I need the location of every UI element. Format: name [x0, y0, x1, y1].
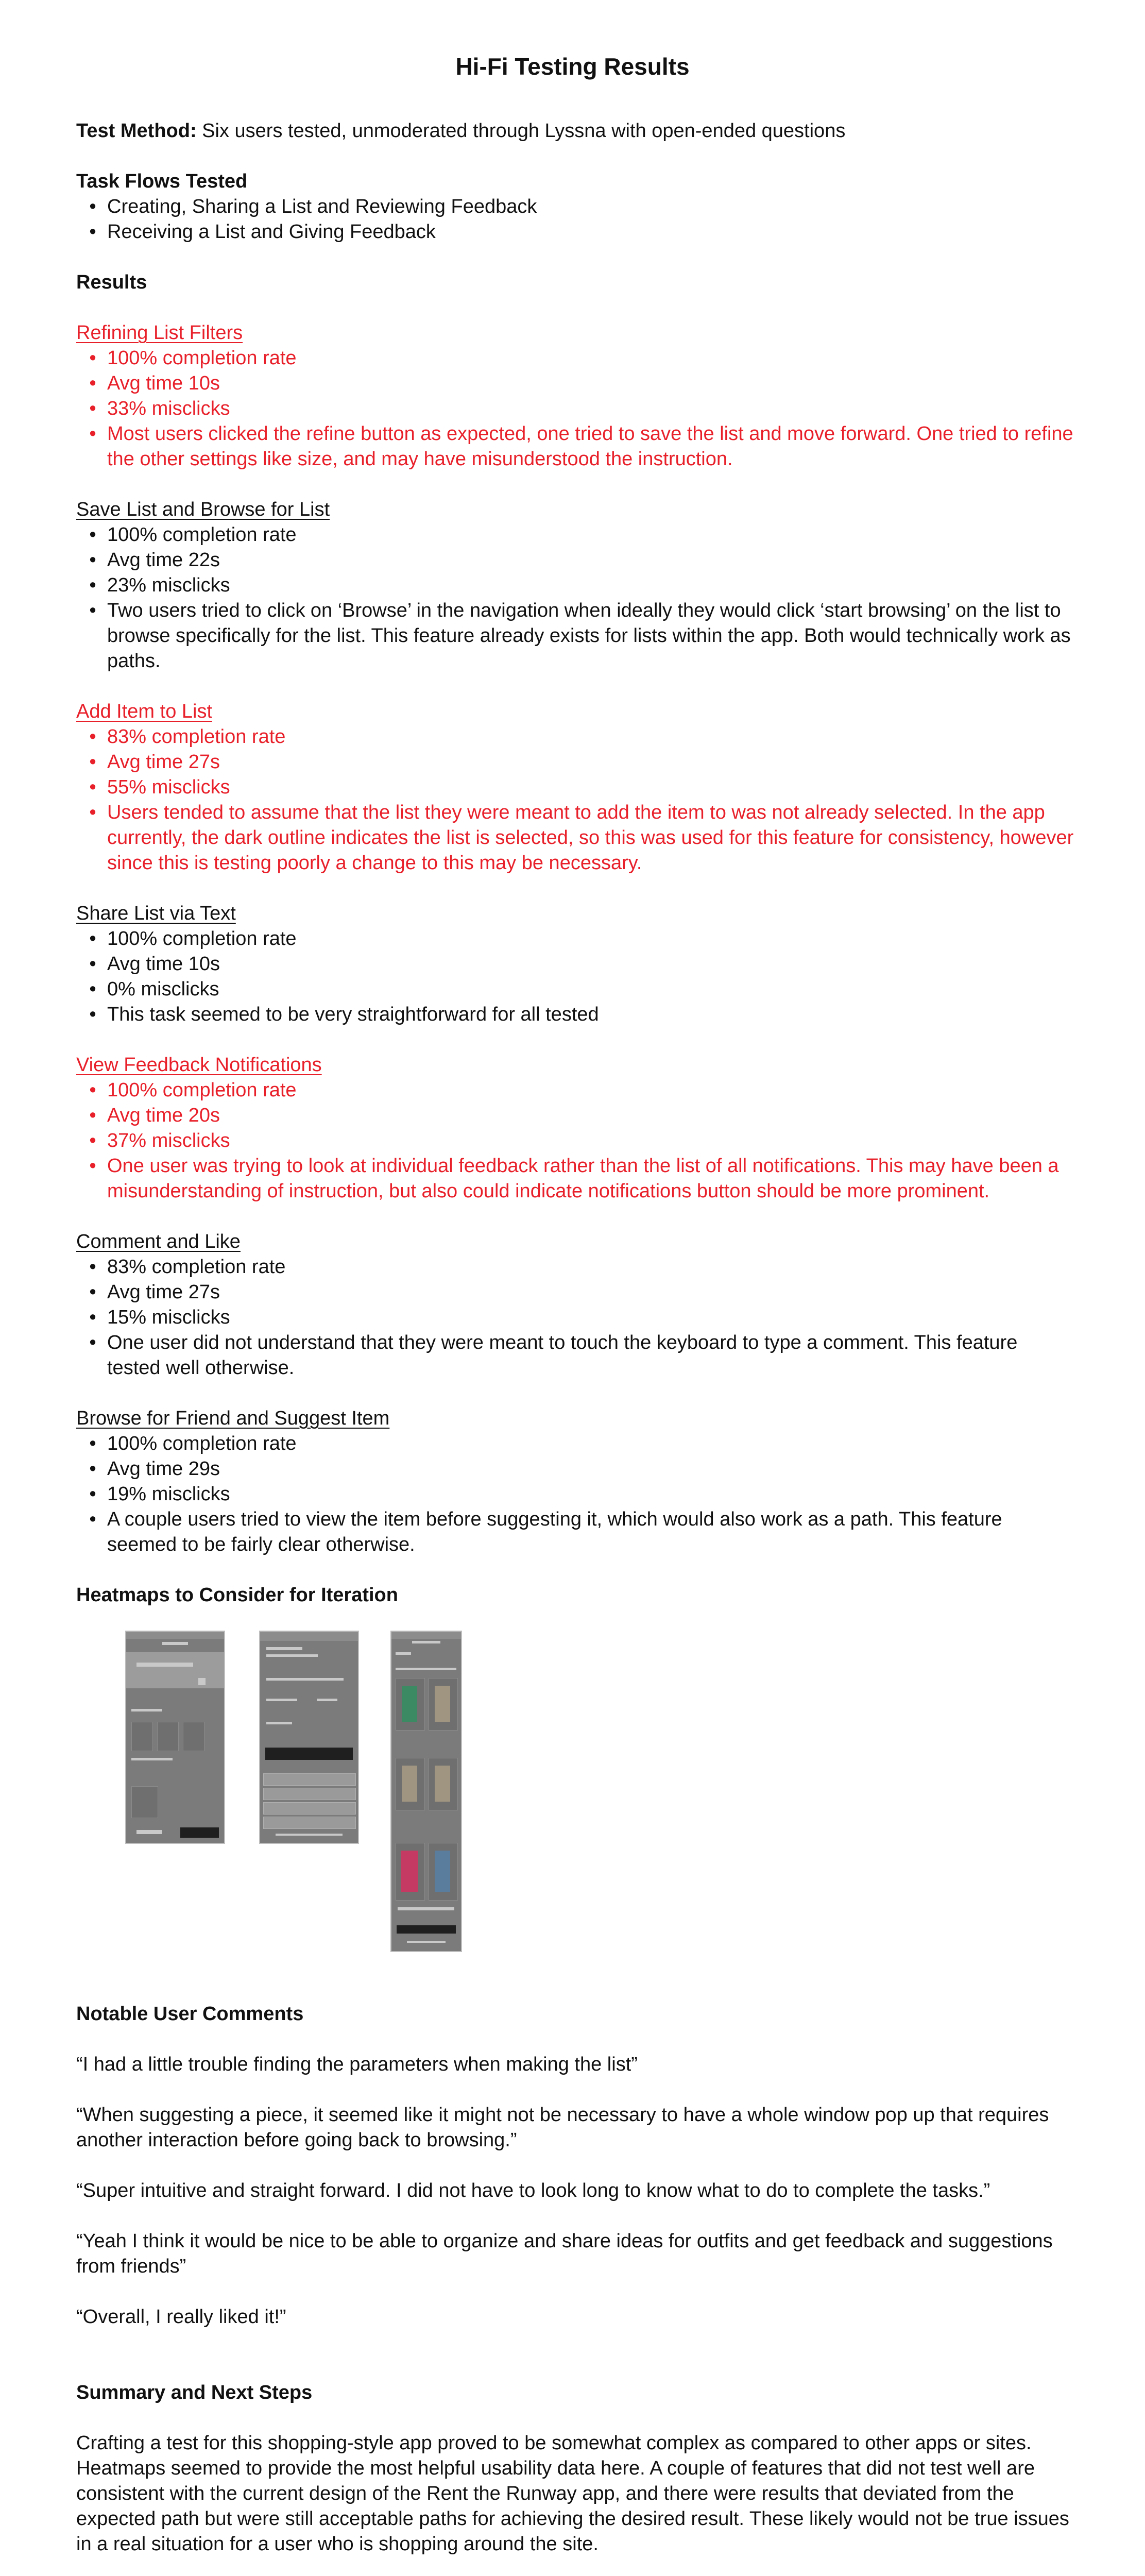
list-item: • 37% misclicks [76, 1128, 1075, 1154]
document-body [76, 118, 1075, 2576]
list-item: • 100% completion rate [76, 346, 1075, 371]
bullet-icon: • [89, 600, 96, 621]
list-item: • Avg time 20s [76, 1103, 1075, 1128]
bullet-icon: • [89, 1509, 96, 1530]
bullet-icon: • [89, 802, 96, 823]
bullet-icon: • [89, 1281, 96, 1303]
summary-heading: Summary and Next Steps [76, 2382, 313, 2403]
list-item: • Creating, Sharing a List and Reviewing Feedback [76, 194, 1075, 219]
list-item: • Most users clicked the refine button as expected, one tried to save the list and move forward. One tried to refine the other settings like size, and may have misunderstood the instruction. [76, 421, 1075, 472]
result-section-save-list-and-browse [76, 497, 1075, 674]
list-item: • Avg time 10s [76, 952, 1075, 977]
bullet-icon: • [89, 221, 96, 243]
bullet-icon: • [89, 574, 96, 596]
list-item: • Avg time 27s [76, 1280, 1075, 1305]
list-item: • Two users tried to click on ‘Browse’ in the navigation when ideally they would click ‘start browsing’ on the list to browse specifically for the list. This feature already exists for lists within the app. Both would technically work as paths. [76, 598, 1075, 674]
result-section-comment-and-like [76, 1229, 1075, 1381]
list-item: • One user did not understand that they were meant to touch the keyboard to type a comment. This feature tested well otherwise. [76, 1330, 1075, 1381]
test-method-label: Test Method: [76, 120, 197, 142]
summary-paragraph: Crafting a test for this shopping-style app proved to be somewhat complex as compared to other apps or sites. Heatmaps seemed to provide the most helpful usability data here. A couple of features that did not test well are consistent with the current design of the Rent the Runway app, and there were results that deviated from the expected path but were still acceptable paths for achieving the desired result. These likely would not be true issues in a real situation for a user who is shopping around the site. [76, 2432, 1069, 2555]
bullet-icon: • [89, 549, 96, 571]
list-item: • One user was trying to look at individual feedback rather than the list of all notifications. This may have been a misunderstanding of instruction, but also could indicate notifications button should be more prominent. [76, 1154, 1075, 1204]
user-quote: “When suggesting a piece, it seemed like it might not be necessary to have a whole window pop up that requires another interaction before going back to browsing.” [76, 2104, 1049, 2151]
list-item: • Receiving a List and Giving Feedback [76, 219, 1075, 245]
list-item: • 55% misclicks [76, 775, 1075, 800]
result-section-refining-list-filters [76, 320, 1075, 472]
list-item: • Users tended to assume that the list they were meant to add the item to was not already selected. In the app currently, the dark outline indicates the list is selected, so this was used for this feature for consistency, however since this is testing poorly a change to this may be necessary. [76, 800, 1075, 876]
heatmap-image-refine-list [125, 1631, 225, 1844]
user-quote: “Overall, I really liked it!” [76, 2306, 286, 2328]
bullet-icon: • [89, 372, 96, 394]
bullet-icon: • [89, 1332, 96, 1353]
user-quote: “Yeah I think it would be nice to be able to organize and share ideas for outfits and get feedback and suggestions from friends” [76, 2230, 1053, 2277]
bullet-icon: • [89, 1433, 96, 1454]
bullet-icon: • [89, 978, 96, 1000]
results-heading: Results [76, 272, 147, 293]
bullet-icon: • [89, 1458, 96, 1480]
heatmaps-heading: Heatmaps to Consider for Iteration [76, 1584, 398, 1606]
task-flows-heading: Task Flows Tested [76, 171, 248, 192]
list-item: • 83% completion rate [76, 1255, 1075, 1280]
bullet-icon: • [89, 347, 96, 369]
result-section-view-feedback-notifications [76, 1053, 1075, 1204]
list-item: • 100% completion rate [76, 1078, 1075, 1103]
bullet-icon: • [89, 1307, 96, 1328]
list-item: • 0% misclicks [76, 977, 1075, 1002]
task-flows-list [76, 194, 1075, 245]
bullet-icon: • [89, 751, 96, 773]
list-item: • A couple users tried to view the item before suggesting it, which would also work as a path. This feature seemed to be fairly clear otherwise. [76, 1507, 1075, 1557]
user-quote: “I had a little trouble finding the parameters when making the list” [76, 2054, 638, 2075]
bullet-icon: • [89, 1079, 96, 1101]
bullet-icon: • [89, 524, 96, 546]
list-item: • 100% completion rate [76, 522, 1075, 548]
bullet-icon: • [89, 196, 96, 217]
bullet-icon: • [89, 776, 96, 798]
bullet-icon: • [89, 1105, 96, 1126]
list-item: • This task seemed to be very straightforward for all tested [76, 1002, 1075, 1027]
section-title: Browse for Friend and Suggest Item [76, 1408, 390, 1429]
heatmap-image-browse-products [390, 1631, 462, 1952]
bullet-icon: • [89, 1256, 96, 1278]
list-item: • Avg time 22s [76, 548, 1075, 573]
user-quote: “Super intuitive and straight forward. I did not have to look long to know what to do to complete the tasks.” [76, 2180, 990, 2201]
list-item: • 83% completion rate [76, 724, 1075, 750]
result-section-browse-for-friend [76, 1406, 1075, 1557]
list-item: • 100% completion rate [76, 1431, 1075, 1456]
bullet-icon: • [89, 953, 96, 975]
test-method [76, 118, 1075, 144]
section-title: Comment and Like [76, 1231, 241, 1252]
list-item: • Avg time 10s [76, 371, 1075, 396]
comments-heading: Notable User Comments [76, 2003, 304, 2025]
result-section-add-item-to-list [76, 699, 1075, 876]
section-title: View Feedback Notifications [76, 1054, 322, 1076]
bullet-icon: • [89, 1483, 96, 1505]
section-title: Refining List Filters [76, 322, 243, 344]
list-item: • Avg time 27s [76, 750, 1075, 775]
result-section-share-list-via-text [76, 901, 1075, 1027]
list-item: • Avg time 29s [76, 1456, 1075, 1482]
bullet-icon: • [89, 726, 96, 748]
bullet-icon: • [89, 928, 96, 950]
list-item: • 23% misclicks [76, 573, 1075, 598]
list-item: • 15% misclicks [76, 1305, 1075, 1330]
bullet-icon: • [89, 1130, 96, 1151]
bullet-icon: • [89, 1155, 96, 1177]
heatmap-image-comment-keyboard [259, 1631, 359, 1844]
page-title: Hi-Fi Testing Results [455, 53, 690, 80]
list-item: • 33% misclicks [76, 396, 1075, 421]
section-title: Share List via Text [76, 903, 236, 924]
list-item: • 100% completion rate [76, 926, 1075, 952]
bullet-icon: • [89, 423, 96, 445]
list-item: • 19% misclicks [76, 1482, 1075, 1507]
bullet-icon: • [89, 1004, 96, 1025]
section-title: Add Item to List [76, 701, 213, 722]
heatmaps-gallery [76, 1631, 1075, 2002]
bullet-icon: • [89, 398, 96, 419]
section-title: Save List and Browse for List [76, 499, 330, 520]
test-method-text: Six users tested, unmoderated through Lyssna with open-ended questions [196, 120, 846, 142]
